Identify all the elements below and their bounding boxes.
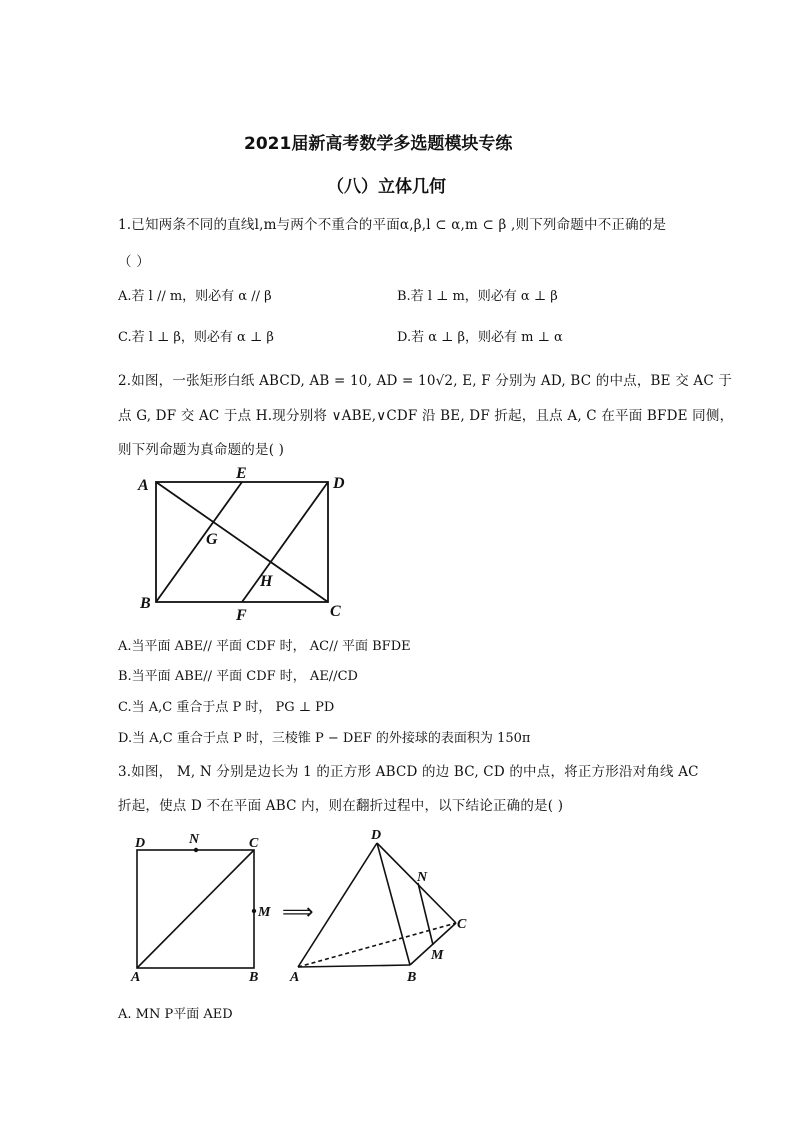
diagonal-ac [156,482,328,602]
label-f: F [236,607,247,624]
segment-be [156,482,242,602]
q3-stem-line2: 折起，使点 D 不在平面 ABC 内，则在翻折过程中，以下结论正确的是( ) [118,798,564,814]
sq-label-m: M [258,905,271,920]
label-d: D [333,475,345,492]
q2-option-a: A.当平面 ABE// 平面 CDF 时， AC// 平面 BFDE [118,639,411,654]
q2-option-d: D.当 A,C 重合于点 P 时，三棱锥 P − DEF 的外接球的表面积为 150π [118,731,531,746]
tet-label-a: A [290,970,300,985]
q1-option-b: B.若 l ⊥ m，则必有 α ⊥ β [397,289,558,304]
q2-stem-line3: 则下列命题为真命题的是( ) [118,442,285,458]
label-b: B [140,595,151,612]
square-diagonal-ac [137,850,254,968]
q2-stem-line2: 点 G, DF 交 AC 于点 H.现分别将 ∨ABE,∨CDF 沿 BE, DF 折起，且点 A, C 在平面 BFDE 同侧， [118,408,734,424]
page-subtitle: （八）立体几何 [327,177,446,197]
q1-option-d: D.若 α ⊥ β，则必有 m ⊥ α [397,330,563,345]
q1-option-c: C.若 l ⊥ β，则必有 α ⊥ β [118,330,274,345]
q2-option-c: C.当 A,C 重合于点 P 时， PG ⊥ PD [118,700,335,715]
sq-label-n: N [189,832,200,847]
label-a: A [138,477,149,494]
edge-db [377,843,410,965]
q2-stem-line1: 2.如图，一张矩形白纸 ABCD, AB = 10, AD = 10√2, E, F 分别为 AD, BC 的中点，BE 交 AC 于 [118,373,733,389]
tet-label-d: D [371,828,382,843]
point-m-dot [252,909,256,913]
sq-label-b: B [249,970,259,985]
tet-label-m: M [431,948,444,963]
sq-label-a: A [131,970,141,985]
q3-stem-line1: 3.如图， M, N 分别是边长为 1 的正方形 ABCD 的边 BC, CD 的中点，将正方形沿对角线 AC [118,764,699,780]
page-title: 2021届新高考数学多选题模块专练 [244,134,513,154]
q2-option-b: B.当平面 ABE// 平面 CDF 时， AE//CD [118,669,358,684]
label-g: G [206,531,218,548]
q2-rectangle-figure [130,462,360,627]
tet-label-c: C [457,917,467,932]
segment-df [242,482,328,602]
label-c: C [330,603,341,620]
label-e: E [236,465,247,482]
q1-stem-line2: （ ） [118,254,150,270]
implies-arrow: ⟹ [282,900,314,925]
q3-option-a: A. MN P平面 AED [118,1007,233,1022]
tet-label-n: N [417,870,428,885]
point-n-dot [194,848,198,852]
sq-label-c: C [249,836,259,851]
q1-stem-line1: 1.已知两条不同的直线l,m与两个不重合的平面α,β,l ⊂ α,m ⊂ β ,则下列命题中不正确的是 [118,217,667,233]
tet-label-b: B [407,970,417,985]
q1-option-a: A.若 l // m，则必有 α // β [118,289,272,304]
edge-ab [298,965,410,967]
label-h: H [260,573,273,590]
sq-label-d: D [135,836,146,851]
q3-fold-figure [125,825,485,990]
